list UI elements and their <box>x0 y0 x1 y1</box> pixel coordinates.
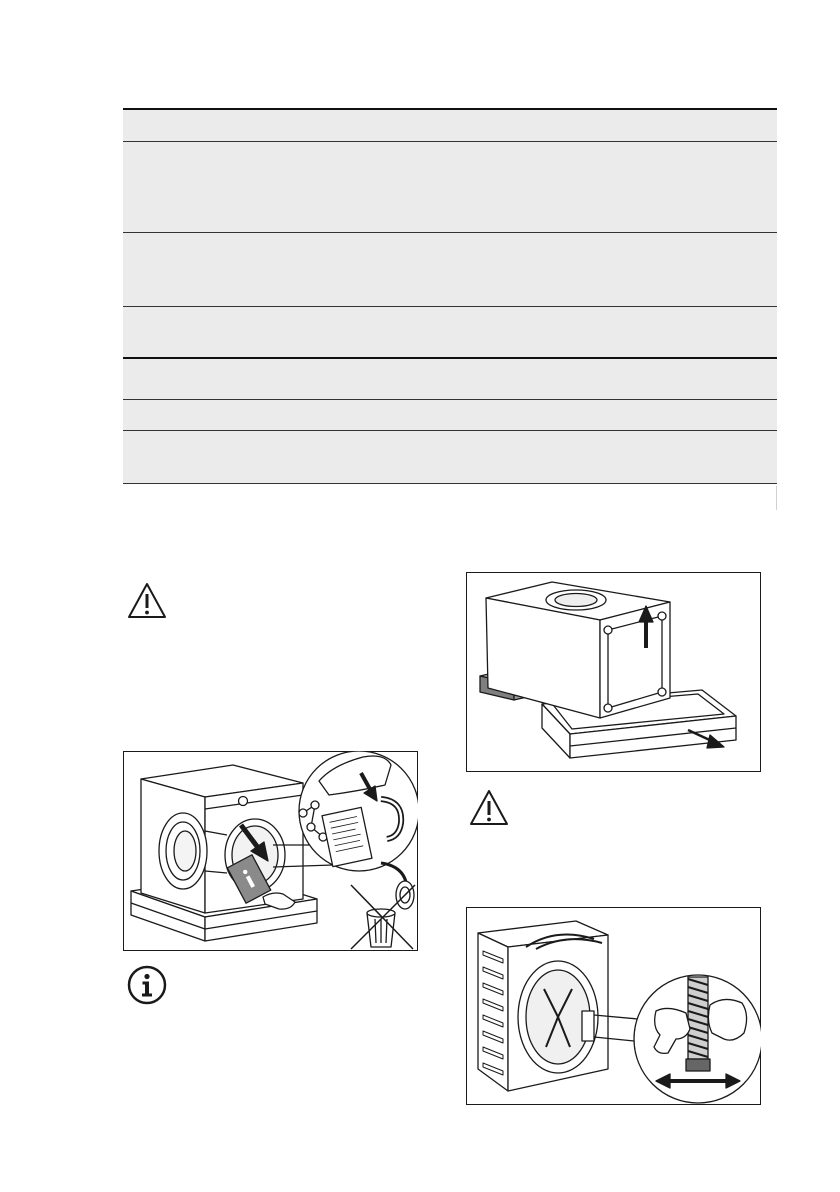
warning-icon <box>469 789 509 827</box>
column-divider <box>776 486 777 510</box>
table-row <box>123 307 777 359</box>
table-row <box>123 431 777 484</box>
spring-icon <box>688 977 708 1059</box>
bolt-nut <box>686 1059 710 1071</box>
warning-icon <box>127 582 167 620</box>
info-icon <box>127 965 167 1005</box>
spec-table <box>123 108 777 484</box>
washing-machine-rear <box>478 921 608 1091</box>
table-row <box>123 108 777 142</box>
table-row <box>123 142 777 233</box>
transit-bolt <box>582 1011 594 1041</box>
detail-inset <box>299 751 418 871</box>
detail-inset <box>634 975 761 1103</box>
table-row <box>123 400 777 431</box>
figure-remove-base <box>466 572 761 772</box>
figure-transit-bolts <box>466 907 761 1105</box>
right-hand <box>708 999 746 1040</box>
figure-unpacking <box>123 751 418 951</box>
table-row <box>123 233 777 307</box>
table-row <box>123 359 777 400</box>
